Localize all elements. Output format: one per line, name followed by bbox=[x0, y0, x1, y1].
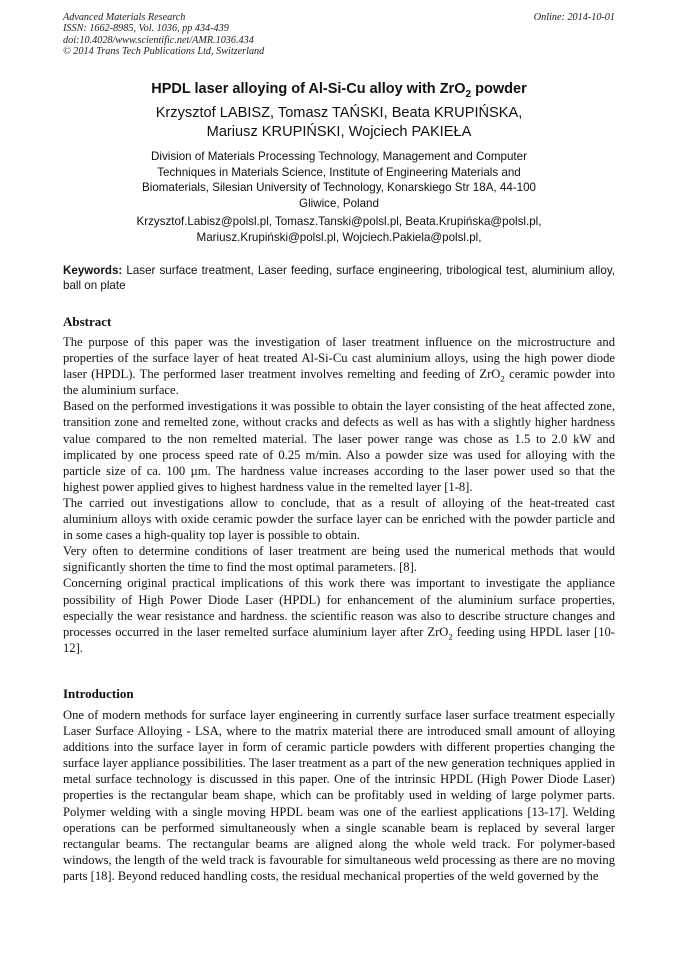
introduction-heading: Introduction bbox=[63, 686, 134, 701]
abstract-paragraph bbox=[63, 334, 615, 398]
author-list bbox=[63, 104, 615, 142]
introduction-paragraph: One of modern methods for surface layer engineering in currently surface laser surface treatment especially Laser Surface Alloying - LSA, where to the matrix material there are introduced small amount of alloying additions into the surface layer in form of ceramic particle powders with different properties changing the surface layer appliance possibilities. The laser treatment as a part of the new generation techniques applied in metal surface technology is discussed in this paper. One of the intrinsic HPDL (High Power Diode Laser) properties is the rectangular beam shape, which can be profitably used in welding of large polymer parts. Polymer welding with a single moving HPDL beam was one of the earliest applications [13-17]. Welding operations can be performed simultaneously when a single scanable beam is replaced by several larger rectangular beams. The rectangular beams are aligned along the whole weld track. For polymer-based windows, the length of the weld track is favourable for simultaneous weld processing as there are no moving parts [18]. Beyond reduced handling costs, the residual mechanical properties of the weld governed by the bbox=[63, 708, 615, 883]
title-end: powder bbox=[471, 81, 527, 97]
abstract-paragraph bbox=[63, 575, 615, 655]
affiliation bbox=[100, 149, 578, 211]
doi: doi:10.4028/www.scientific.net/AMR.1036.434 bbox=[63, 34, 254, 46]
abstract-body bbox=[63, 334, 615, 656]
abstract-p5-end: feeding using HPDL laser [10-12]. bbox=[63, 624, 615, 655]
zro2-subscript: 2 bbox=[500, 373, 505, 384]
issn: ISSN: 1662-8985, Vol. 1036, pp 434-439 bbox=[63, 23, 229, 35]
abstract-paragraph: Very often to determine conditions of laser treatment are being used the numerical methods that would significantly shorten the time to find the most optimal parameters. [8]. bbox=[63, 544, 615, 575]
keywords-label: Keywords: bbox=[63, 264, 123, 277]
journal-name: Advanced Materials Research bbox=[63, 12, 186, 23]
online-date: Online: 2014-10-01 bbox=[533, 12, 615, 23]
zro2-subscript: 2 bbox=[448, 631, 453, 642]
abstract-p5-text: Concerning original practical implications of this work there was important to investigate the appliance possibility of High Power Diode Laser (HPDL) for enhancement of the aluminium surface properties, especially the wear resistance and hardness. the scientific reason was also to describe structure changes and processes occurred in the laser remelted surface aluminium layer after ZrO bbox=[63, 576, 615, 639]
introduction-body bbox=[63, 707, 615, 884]
affiliation-line-4: Gliwice, Poland bbox=[299, 196, 379, 210]
emails-line-1: Krzysztof.Labisz@polsl.pl, Tomasz.Tanski@polsl.pl, Beata.Krupińska@polsl.pl, bbox=[136, 215, 542, 228]
authors-line-1: Krzysztof LABISZ, Tomasz TAŃSKI, Beata KRUPIŃSKA, bbox=[155, 105, 523, 121]
keywords bbox=[63, 264, 615, 293]
paper-title bbox=[63, 80, 615, 98]
copyright: © 2014 Trans Tech Publications Ltd, Switzerland bbox=[63, 46, 265, 58]
affiliation-line-3: Biomaterials, Silesian University of Technology, Konarskiego Str 18A, 44-100 bbox=[142, 181, 536, 195]
affiliation-line-2: Techniques in Materials Science, Institute of Engineering Materials and bbox=[157, 165, 521, 179]
abstract-p1-end: ceramic powder into the aluminium surface. bbox=[63, 367, 615, 398]
keywords-text: Laser surface treatment, Laser feeding, surface engineering, tribological test, aluminium alloy, ball on plate bbox=[63, 264, 615, 292]
title-main: HPDL laser alloying of Al-Si-Cu alloy with ZrO bbox=[151, 81, 466, 97]
abstract-p1-text: The purpose of this paper was the investigation of laser treatment influence on the microstructure and properties of the surface layer of heat treated Al-Si-Cu cast aluminium alloys, using the high power diode laser (HPDL). The performed laser treatment involves remelting and feeding of ZrO bbox=[63, 335, 615, 382]
title-subscript: 2 bbox=[465, 88, 472, 100]
emails-line-2: Mariusz.Krupiński@polsl.pl, Wojciech.Pakiela@polsl.pl, bbox=[196, 230, 482, 244]
abstract-paragraph: Based on the performed investigations it was possible to obtain the layer consisting of the heat affected zone, transition zone and remelted zone, without cracks and defects as well as has with a slightly higher hardness value compared to the non remelted material. The laser power range was chose as 1.5 to 2.0 kW and implicated by one process speed rate of 0.25 m/min. Also a powder size was used for alloying with the particle size of ca. 100 µm. The hardness value increases according to the laser power used so that the highest power applied gives to highest hardness value in the remelted layer [1-8]. bbox=[63, 399, 615, 494]
authors-line-2: Mariusz KRUPIŃSKI, Wojciech PAKIEŁA bbox=[206, 124, 472, 140]
author-emails bbox=[63, 214, 615, 245]
abstract-heading: Abstract bbox=[63, 314, 112, 329]
journal-header bbox=[63, 12, 615, 58]
affiliation-line-1: Division of Materials Processing Technology, Management and Computer bbox=[151, 150, 527, 163]
abstract-paragraph: The carried out investigations allow to conclude, that as a result of alloying of the heat-treated cast aluminium alloys with oxide ceramic powder the surface layer can be enriched with the powder particle and in some cases a high-quality top layer is possible to obtain. bbox=[63, 495, 615, 543]
